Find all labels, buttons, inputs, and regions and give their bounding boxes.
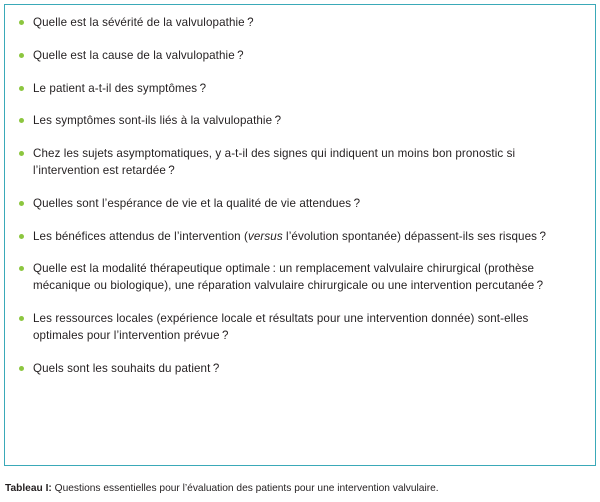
bullet-icon xyxy=(19,201,24,206)
list-item-label: Le patient a-t-il des symptômes ? xyxy=(33,81,207,95)
list-item xyxy=(19,48,581,65)
list-item xyxy=(19,15,581,32)
list-item xyxy=(19,361,581,378)
caption-label: Tableau I: xyxy=(5,483,52,494)
bullet-icon xyxy=(19,118,24,123)
list-item-label: Quelle est la cause de la valvulopathie ? xyxy=(33,48,244,62)
list-item-label: Quelles sont l’espérance de vie et la qualité de vie attendues ? xyxy=(33,196,361,210)
caption-text: Questions essentielles pour l’évaluation des patients pour une intervention valvulaire. xyxy=(54,483,439,494)
list-item-label: Les ressources locales (expérience locale et résultats pour une intervention donnée) sont-elles optimales pour l’intervention prévue ? xyxy=(33,311,529,342)
bullet-icon xyxy=(19,20,24,25)
list-item xyxy=(19,261,581,295)
list-item-label: Quelle est la sévérité de la valvulopathie ? xyxy=(33,16,254,29)
list-item xyxy=(19,146,581,180)
table-caption xyxy=(5,482,595,496)
bullet-icon xyxy=(19,53,24,58)
list-item xyxy=(19,113,581,130)
questions-table xyxy=(4,4,596,466)
bullet-icon xyxy=(19,234,24,239)
list-item xyxy=(19,311,581,345)
list-item-label: Chez les sujets asymptomatiques, y a-t-il des signes qui indiquent un moins bon pronostic si l’intervention est retardée ? xyxy=(33,147,516,177)
list-item-label: Les bénéfices attendus de l’intervention (versus l’évolution spontanée) dépassent-ils ses risques ? xyxy=(33,229,546,243)
list-item-label: Quelle est la modalité thérapeutique optimale : un remplacement valvulaire chirurgical (prothèse mécanique ou biologique), une réparation valvulaire chirurgicale ou une intervention percutanée ? xyxy=(33,262,544,293)
bullet-icon xyxy=(19,266,24,271)
list-item xyxy=(19,229,581,246)
bullet-icon xyxy=(19,366,24,371)
bullet-icon xyxy=(19,86,24,91)
list-item-label: Les symptômes sont-ils liés à la valvulopathie ? xyxy=(33,114,282,128)
bullet-icon xyxy=(19,316,24,321)
bullet-icon xyxy=(19,151,24,156)
questions-list xyxy=(19,15,581,377)
list-item xyxy=(19,81,581,98)
list-item xyxy=(19,196,581,213)
list-item-label: Quels sont les souhaits du patient ? xyxy=(33,361,220,375)
